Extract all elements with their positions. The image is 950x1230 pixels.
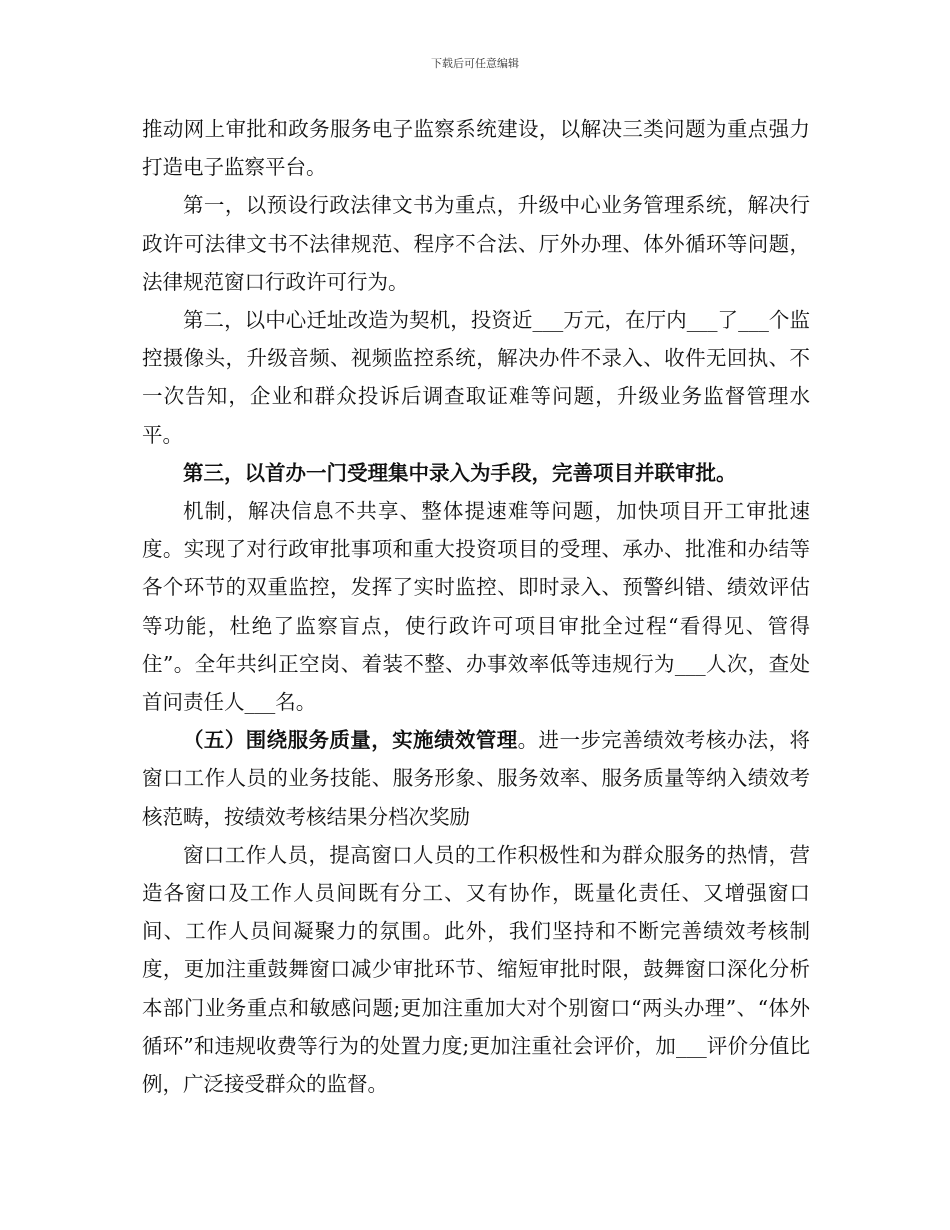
paragraph-1: 推动网上审批和政务服务电子监察系统建设，以解决三类问题为重点强力打造电子监察平台。: [142, 117, 810, 180]
paragraph-6-text: 。进一步完善绩效考核办法，将窗口工作人员的业务技能、服务形象、服务效率、服务质量等纳入绩效考核范畴，按绩效考核结果分档次奖励: [142, 728, 811, 829]
paragraph-6: [142, 721, 810, 836]
paragraph-7: 窗口工作人员，提高窗口人员的工作积极性和为群众服务的热情，营造各窗口及工作人员间既有分工、又有协作，既量化责任、又增强窗口间、工作人员间凝聚力的氛围。此外，我们坚持和不断完善绩效考核制度，更加注重鼓舞窗口减少审批环节、缩短审批时限，鼓舞窗口深化分析本部门业务重点和敏感问题;更加注重加大对个别窗口“两头办理”、“体外循环”和违规收费等行为的处置力度;更加注重社会评价，加___评价分值比例，广泛接受群众的监督。: [142, 842, 810, 1097]
paragraph-4-heading: 第三，以首办一门受理集中录入为手段，完善项目并联审批。: [183, 460, 737, 485]
paragraph-2: 第一，以预设行政法律文书为重点，升级中心业务管理系统，解决行政许可法律文书不法律规范、程序不合法、厅外办理、体外循环等问题，法律规范窗口行政许可行为。: [142, 193, 810, 294]
page-header: 下载后可任意编辑: [431, 57, 519, 70]
paragraph-3: 第二，以中心迁址改造为契机，投资近___万元，在厅内___了___个监控摄像头，升级音频、视频监控系统，解决办件不录入、收件无回执、不一次告知，企业和群众投诉后调查取证难等问题，升级业务监督管理水平。: [142, 308, 810, 447]
section-heading-5: （五）围绕服务质量，实施绩效管理: [183, 728, 518, 753]
paragraph-5: 机制，解决信息不共享、整体提速难等问题，加快项目开工审批速度。实现了对行政审批事项和重大投资项目的受理、承办、批准和办结等各个环节的双重监控，发挥了实时监控、即时录入、预警纠错、绩效评估等功能，杜绝了监察盲点，使行政许可项目审批全过程“看得见、管得住”。全年共纠正空岗、着装不整、办事效率低等违规行为___人次，查处首问责任人___名。: [142, 499, 810, 715]
document-body: [142, 110, 810, 1103]
